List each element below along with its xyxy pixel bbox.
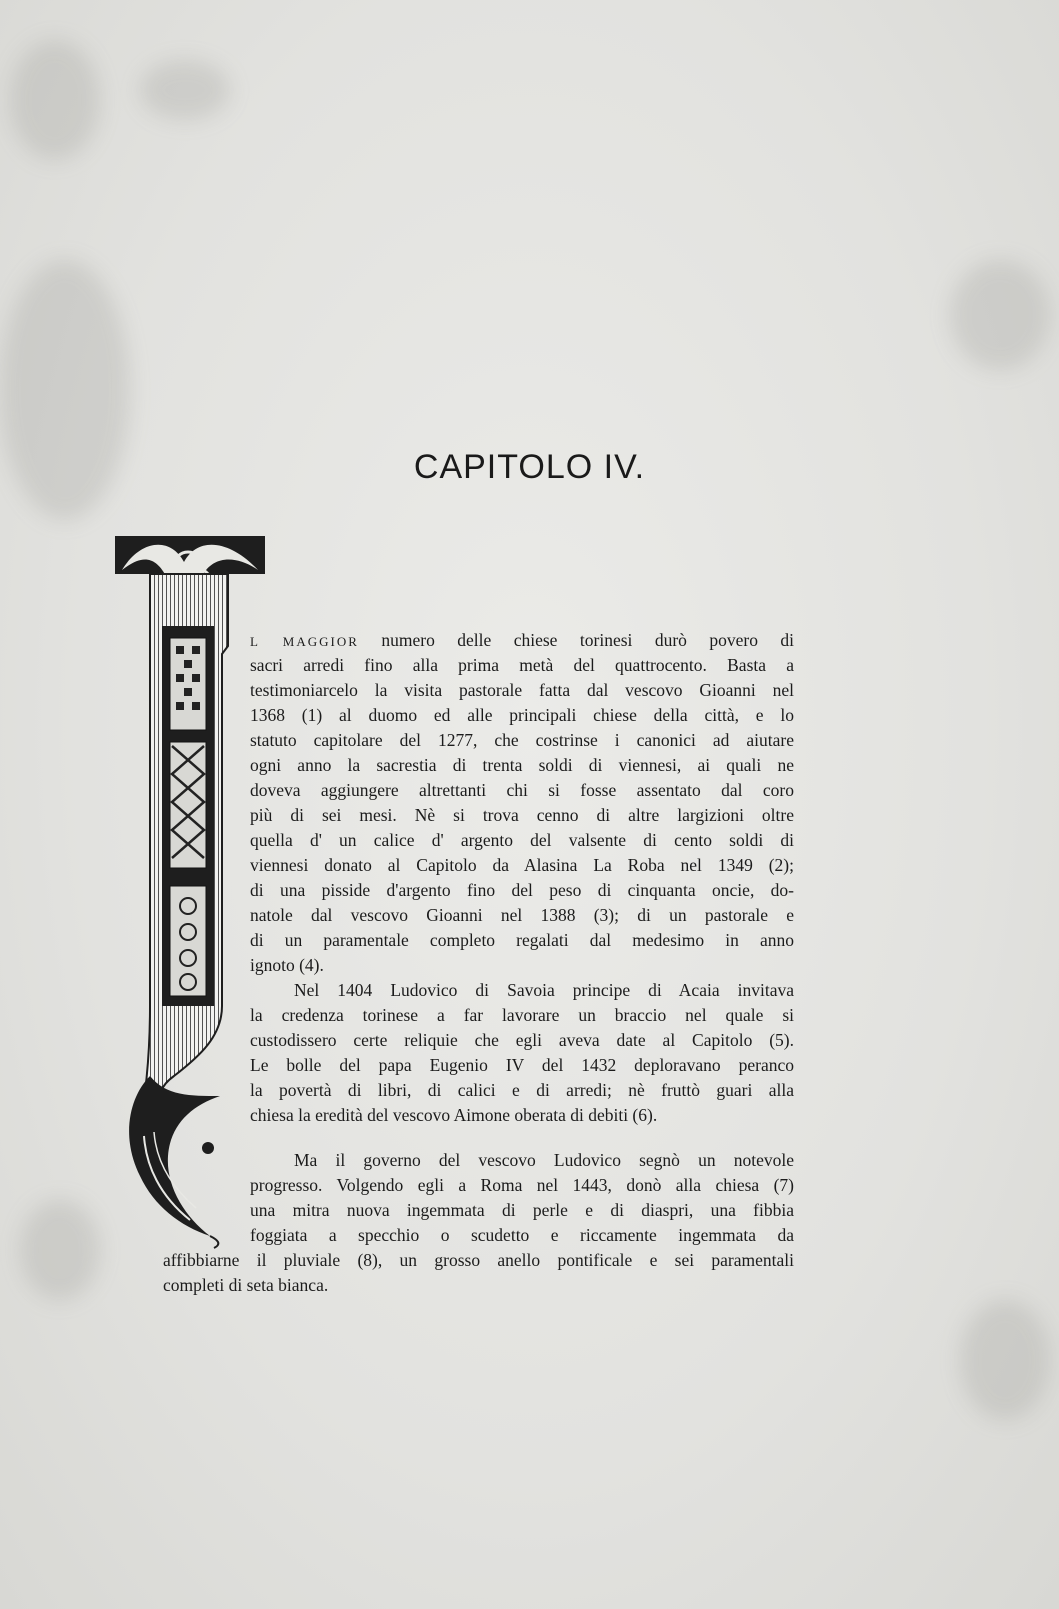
- text-line: la credenza torinese a far lavorare un braccio nel quale si: [250, 1005, 794, 1025]
- text-line: sacri arredi fino alla prima metà del quattrocento. Basta a: [250, 655, 794, 675]
- paper-stain: [950, 260, 1050, 370]
- paper-stain: [20, 1200, 100, 1300]
- text-line: viennesi donato al Capitolo da Alasina La Roba nel 1349 (2);: [250, 855, 794, 875]
- text-line: chiesa la eredità del vescovo Aimone oberata di debiti (6).: [250, 1105, 658, 1125]
- text-line: la povertà di libri, di calici e di arredi; nè fruttò guari alla: [250, 1080, 794, 1100]
- text-line: statuto capitolare del 1277, che costrinse i canonici ad aiutare: [250, 730, 794, 750]
- text-line: foggiata a specchio o scudetto e riccamente ingemmata da: [250, 1225, 794, 1245]
- text-line: Ma il governo del vescovo Ludovico segnò un notevole: [294, 1150, 794, 1170]
- first-line-rest: numero delle chiese torinesi durò povero di: [381, 630, 795, 650]
- text-line: quella d' un calice d' argento del valsente di cento soldi di: [250, 830, 794, 850]
- text-line: testimoniarcelo la visita pastorale fatta dal vescovo Gioanni nel: [250, 680, 794, 700]
- text-line: più di sei mesi. Nè si trova cenno di altre largizioni oltre: [250, 805, 794, 825]
- text-line: [250, 628, 794, 653]
- text-line: ignoto (4).: [250, 955, 324, 975]
- text-line: completi di seta bianca.: [163, 1275, 329, 1295]
- text-line: progresso. Volgendo egli a Roma nel 1443, donò alla chiesa (7): [250, 1175, 794, 1195]
- paper-stain: [10, 40, 100, 160]
- text-line: Le bolle del papa Eugenio IV del 1432 deploravano peranco: [250, 1055, 794, 1075]
- text-line: Nel 1404 Ludovico di Savoia principe di Acaia invitava: [294, 980, 794, 1000]
- text-line: di un paramentale completo regalati dal medesimo in anno: [250, 930, 794, 950]
- text-line: una mitra nuova ingemmata di perle e di diaspri, una fibbia: [250, 1200, 794, 1220]
- text-line: affibbiarne il pluviale (8), un grosso anello pontificale e sei paramentali: [163, 1250, 794, 1270]
- text-line: 1368 (1) al duomo ed alle principali chiese della città, e lo: [250, 705, 794, 725]
- text-line: natole dal vescovo Gioanni nel 1388 (3); di un pastorale e: [250, 905, 794, 925]
- text-line: custodissero certe reliquie che egli aveva date al Capitolo (5).: [250, 1030, 794, 1050]
- paper-stain: [140, 60, 230, 120]
- decorated-initial-letter: [110, 536, 270, 1264]
- first-line-smallcaps: L MAGGIOR: [250, 634, 359, 649]
- text-line: di una pisside d'argento fino del peso di cinquanta oncie, do-: [250, 880, 794, 900]
- text-line: ogni anno la sacrestia di trenta soldi di viennesi, ai quali ne: [250, 755, 794, 775]
- paper-stain: [960, 1300, 1050, 1420]
- text-line: doveva aggiungere altrettanti chi si fosse assentato dal coro: [250, 780, 794, 800]
- chapter-title: CAPITOLO IV.: [413, 448, 646, 486]
